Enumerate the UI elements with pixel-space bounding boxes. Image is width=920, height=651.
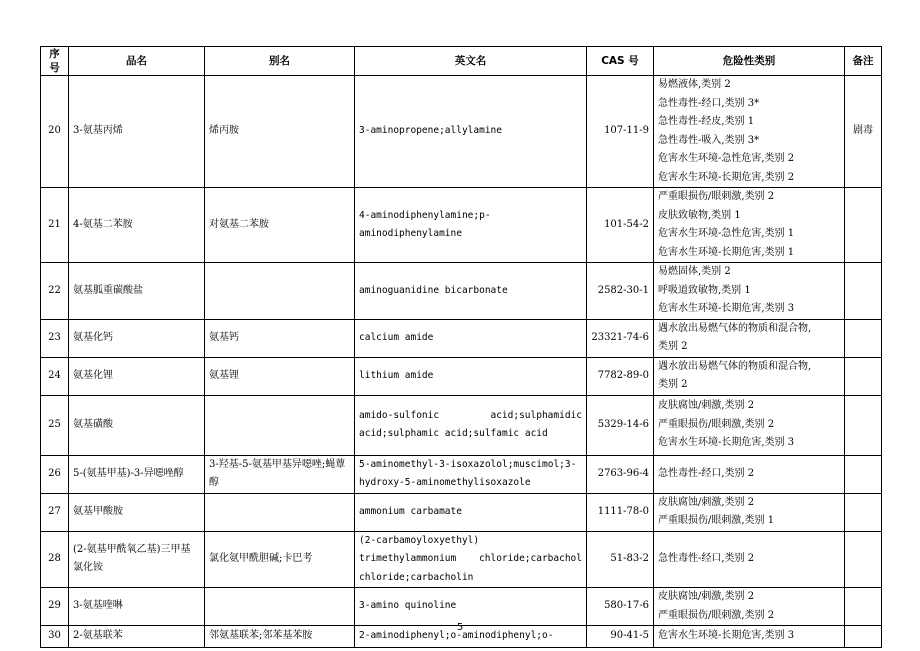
cell-english: 2-aminodiphenyl;o-aminodiphenyl;o- — [355, 626, 587, 648]
cell-cas: 101-54-2 — [587, 188, 654, 263]
table-row — [41, 588, 882, 626]
cell-cas: 90-41-5 — [587, 626, 654, 648]
cell-no: 23 — [41, 319, 69, 357]
cell-alias: 邻氨基联苯;邻苯基苯胺 — [205, 626, 355, 648]
hazard-line: 严重眼损伤/眼刺激,类别 1 — [658, 515, 775, 526]
cell-alias: 氨基锂 — [205, 357, 355, 395]
hazard-line: 危害水生环境-长期危害,类别 3 — [658, 630, 795, 642]
table-row — [41, 395, 882, 455]
header-no: 序号 — [41, 47, 69, 76]
cell-cas: 23321-74-6 — [587, 319, 654, 357]
cell-name: 氨基甲酸胺 — [69, 493, 205, 531]
header-english: 英文名 — [355, 47, 587, 76]
hazard-line: 危害水生环境-急性危害,类别 2 — [658, 153, 795, 164]
header-name: 品名 — [69, 47, 205, 76]
cell-cas: 1111-78-0 — [587, 493, 654, 531]
cell-no: 25 — [41, 395, 69, 455]
cell-no: 27 — [41, 493, 69, 531]
cell-no: 22 — [41, 263, 69, 320]
cell-no: 26 — [41, 455, 69, 493]
cell-english: aminoguanidine bicarbonate — [355, 263, 587, 320]
cell-english: 3-aminopropene;allylamine — [355, 76, 587, 188]
cell-english: (2-carbamoyloxyethyl) trimethylammonium chloride;carbachol chloride;carbacholin — [355, 531, 587, 588]
cell-no: 29 — [41, 588, 69, 626]
cell-name: 氨基胍重碳酸盐 — [69, 263, 205, 320]
table-row — [41, 263, 882, 320]
cell-name: 5-(氨基甲基)-3-异噁唑醇 — [69, 455, 205, 493]
cell-english: 5-aminomethyl-3-isoxazolol;muscimol;3-hydroxy-5-aminomethylisoxazole — [355, 455, 587, 493]
cell-name: (2-氨基甲酰氧乙基)三甲基氯化铵 — [69, 531, 205, 588]
cell-note — [845, 588, 882, 626]
cell-note — [845, 357, 882, 395]
cell-hazard — [654, 395, 845, 455]
cell-no: 24 — [41, 357, 69, 395]
hazard-line: 急性毒性-经皮,类别 1 — [658, 116, 755, 127]
cell-name: 4-氨基二苯胺 — [69, 188, 205, 263]
cell-note — [845, 263, 882, 320]
cell-name: 氨基化钙 — [69, 319, 205, 357]
hazard-line: 急性毒性-经口,类别 3* — [658, 97, 760, 109]
cell-alias: 对氨基二苯胺 — [205, 188, 355, 263]
cell-alias — [205, 588, 355, 626]
hazard-line: 危害水生环境-长期危害,类别 2 — [658, 171, 795, 183]
cell-name: 氨基磺酸 — [69, 395, 205, 455]
cell-note — [845, 531, 882, 588]
cell-hazard — [654, 188, 845, 263]
cell-note — [845, 188, 882, 263]
hazard-line: 危害水生环境-长期危害,类别 3 — [658, 303, 795, 314]
cell-english: amido-sulfonic acid;sulphamidic acid;sulphamic acid;sulfamic acid — [355, 395, 587, 455]
hazard-line: 皮肤致敏物,类别 1 — [658, 209, 741, 221]
cell-alias: 3-羟基-5-氨基甲基异噁唑;蝇蕈醇 — [205, 455, 355, 493]
cell-alias: 氨基钙 — [205, 319, 355, 357]
cell-english: calcium amide — [355, 319, 587, 357]
cell-no: 28 — [41, 531, 69, 588]
hazard-line: 呼吸道致敏物,类别 1 — [658, 284, 751, 296]
cell-no: 20 — [41, 76, 69, 188]
cell-hazard — [654, 319, 845, 357]
cell-note — [845, 395, 882, 455]
table-row — [41, 319, 882, 357]
cell-note — [845, 455, 882, 493]
header-hazard: 危险性类别 — [654, 47, 845, 76]
cell-hazard — [654, 263, 845, 320]
cell-name: 氨基化锂 — [69, 357, 205, 395]
hazard-line: 皮肤腐蚀/刺激,类别 2 — [658, 496, 755, 508]
cell-cas: 2763-96-4 — [587, 455, 654, 493]
cell-alias — [205, 493, 355, 531]
cell-hazard — [654, 531, 845, 588]
header-alias: 别名 — [205, 47, 355, 76]
cell-cas: 51-83-2 — [587, 531, 654, 588]
page-number: 5 — [456, 622, 464, 633]
hazard-line: 严重眼损伤/眼刺激,类别 2 — [658, 609, 775, 621]
hazard-line: 易燃固体,类别 2 — [658, 266, 731, 277]
hazard-line: 类别 2 — [658, 379, 688, 390]
cell-alias: 氯化氨甲酰胆碱;卡巴考 — [205, 531, 355, 588]
cell-name: 2-氨基联苯 — [69, 626, 205, 648]
table-row — [41, 76, 882, 188]
cell-cas: 5329-14-6 — [587, 395, 654, 455]
hazard-line: 严重眼损伤/眼刺激,类别 2 — [658, 418, 775, 430]
header-cas: CAS 号 — [587, 47, 654, 76]
cell-name: 3-氨基喹啉 — [69, 588, 205, 626]
hazard-line: 遇水放出易燃气体的物质和混合物, — [658, 322, 812, 334]
cell-cas: 107-11-9 — [587, 76, 654, 188]
table-row — [41, 188, 882, 263]
hazard-line: 遇水放出易燃气体的物质和混合物, — [658, 360, 812, 372]
hazard-line: 危害水生环境-长期危害,类别 3 — [658, 437, 795, 449]
cell-no: 30 — [41, 626, 69, 648]
cell-cas: 7782-89-0 — [587, 357, 654, 395]
cell-alias — [205, 395, 355, 455]
cell-hazard — [654, 588, 845, 626]
header-note: 备注 — [845, 47, 882, 76]
table-row — [41, 455, 882, 493]
cell-cas: 2582-30-1 — [587, 263, 654, 320]
hazard-line: 严重眼损伤/眼刺激,类别 2 — [658, 191, 775, 202]
cell-no: 21 — [41, 188, 69, 263]
hazard-line: 急性毒性-经口,类别 2 — [658, 553, 755, 564]
hazard-line: 危害水生环境-长期危害,类别 1 — [658, 246, 795, 258]
cell-note — [845, 493, 882, 531]
cell-alias — [205, 263, 355, 320]
cell-english: 3-amino quinoline — [355, 588, 587, 626]
cell-note: 剧毒 — [845, 76, 882, 188]
cell-note — [845, 319, 882, 357]
cell-english: 4-aminodiphenylamine;p-aminodiphenylamine — [355, 188, 587, 263]
cell-alias: 烯丙胺 — [205, 76, 355, 188]
hazard-line: 皮肤腐蚀/刺激,类别 2 — [658, 591, 755, 602]
cell-hazard — [654, 76, 845, 188]
hazard-line: 易燃液体,类别 2 — [658, 79, 731, 90]
cell-english: ammonium carbamate — [355, 493, 587, 531]
table-row — [41, 493, 882, 531]
hazard-line: 类别 2 — [658, 341, 688, 352]
cell-name: 3-氨基丙烯 — [69, 76, 205, 188]
hazard-table — [40, 46, 882, 648]
cell-hazard — [654, 493, 845, 531]
hazard-line: 危害水生环境-急性危害,类别 1 — [658, 228, 795, 239]
cell-english: lithium amide — [355, 357, 587, 395]
table-row — [41, 357, 882, 395]
cell-cas: 580-17-6 — [587, 588, 654, 626]
header-row — [41, 47, 882, 76]
hazard-line: 急性毒性-经口,类别 2 — [658, 467, 755, 479]
hazard-line: 急性毒性-吸入,类别 3* — [658, 134, 760, 146]
cell-hazard — [654, 455, 845, 493]
table-row — [41, 531, 882, 588]
hazard-line: 皮肤腐蚀/刺激,类别 2 — [658, 400, 755, 412]
cell-hazard — [654, 357, 845, 395]
